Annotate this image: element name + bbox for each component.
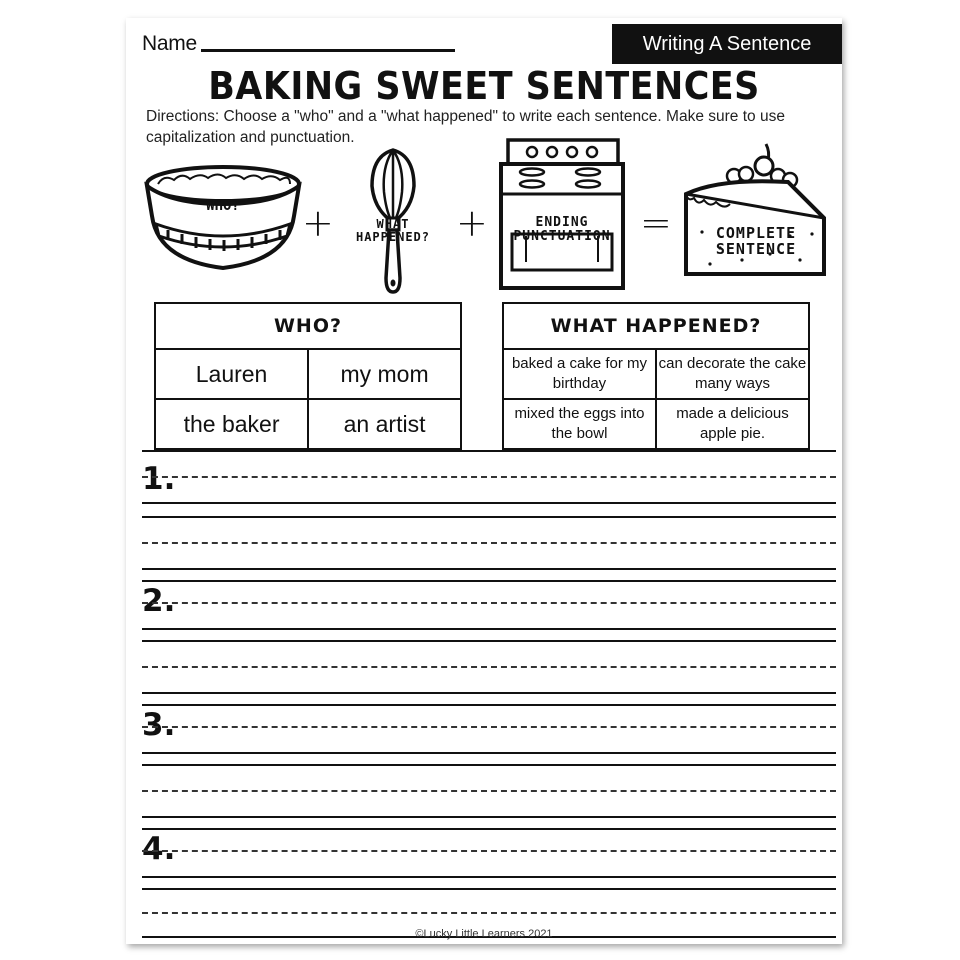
line-solid <box>142 450 836 452</box>
sentence-number: 3. <box>142 707 176 743</box>
who-cell: an artist <box>308 399 461 449</box>
name-field[interactable] <box>201 49 455 52</box>
cake-label: COMPLETE SENTENCE <box>715 224 797 258</box>
line-solid <box>142 876 836 878</box>
sentence-number: 2. <box>142 583 176 619</box>
who-cell: the baker <box>155 399 308 449</box>
cake-illustration <box>680 136 830 282</box>
name-row <box>142 32 455 56</box>
what-happened-table <box>502 302 810 450</box>
line-solid <box>142 692 836 694</box>
equals-sign: = <box>640 201 672 245</box>
line-solid <box>142 752 836 754</box>
plus-sign: + <box>302 201 334 245</box>
cake-slice-icon <box>680 136 830 282</box>
page-title: BAKING SWEET SENTENCES <box>208 64 760 108</box>
whisk-illustration <box>338 146 448 296</box>
line-dashed <box>142 666 836 668</box>
bowl-label: WHO? <box>206 198 240 214</box>
line-dashed <box>142 542 836 544</box>
topic-tag: Writing A Sentence <box>612 24 842 64</box>
directions: Directions: Choose a "who" and a "what happened" to write each sentence. Make sure to use capitalization and punctuation. <box>146 108 785 146</box>
copyright-footer: ©Lucky Little Learners 2021 <box>415 928 553 940</box>
sentence-number: 1. <box>142 461 176 497</box>
line-solid <box>142 888 836 890</box>
what-table-header: WHAT HAPPENED? <box>503 303 809 349</box>
whisk-label: WHAT HAPPENED? <box>355 217 431 244</box>
line-dashed <box>142 726 836 728</box>
what-cell: made a delicious apple pie. <box>656 399 809 449</box>
who-cell: Lauren <box>155 349 308 399</box>
line-solid <box>142 704 836 706</box>
worksheet-page <box>126 18 842 944</box>
plus-sign-2: + <box>456 201 488 245</box>
what-cell: mixed the eggs into the bowl <box>503 399 656 449</box>
line-solid <box>142 580 836 582</box>
who-table-header: WHO? <box>155 303 461 349</box>
sentence-number: 4. <box>142 831 176 867</box>
bowl-illustration <box>144 164 302 276</box>
line-solid <box>142 516 836 518</box>
what-cell: can decorate the cake many ways <box>656 349 809 399</box>
who-cell: my mom <box>308 349 461 399</box>
line-dashed <box>142 850 836 852</box>
line-dashed <box>142 602 836 604</box>
what-cell: baked a cake for my birthday <box>503 349 656 399</box>
line-solid <box>142 568 836 570</box>
line-dashed <box>142 912 836 914</box>
line-solid <box>142 828 836 830</box>
name-label: Name <box>142 32 197 55</box>
line-solid <box>142 628 836 630</box>
bowl-icon <box>144 164 302 276</box>
oven-label: ENDING PUNCTUATION <box>513 215 611 244</box>
line-solid <box>142 816 836 818</box>
line-dashed <box>142 790 836 792</box>
who-table <box>154 302 462 450</box>
oven-illustration <box>498 138 626 292</box>
line-solid <box>142 502 836 504</box>
line-solid <box>142 764 836 766</box>
line-solid <box>142 640 836 642</box>
line-dashed <box>142 476 836 478</box>
